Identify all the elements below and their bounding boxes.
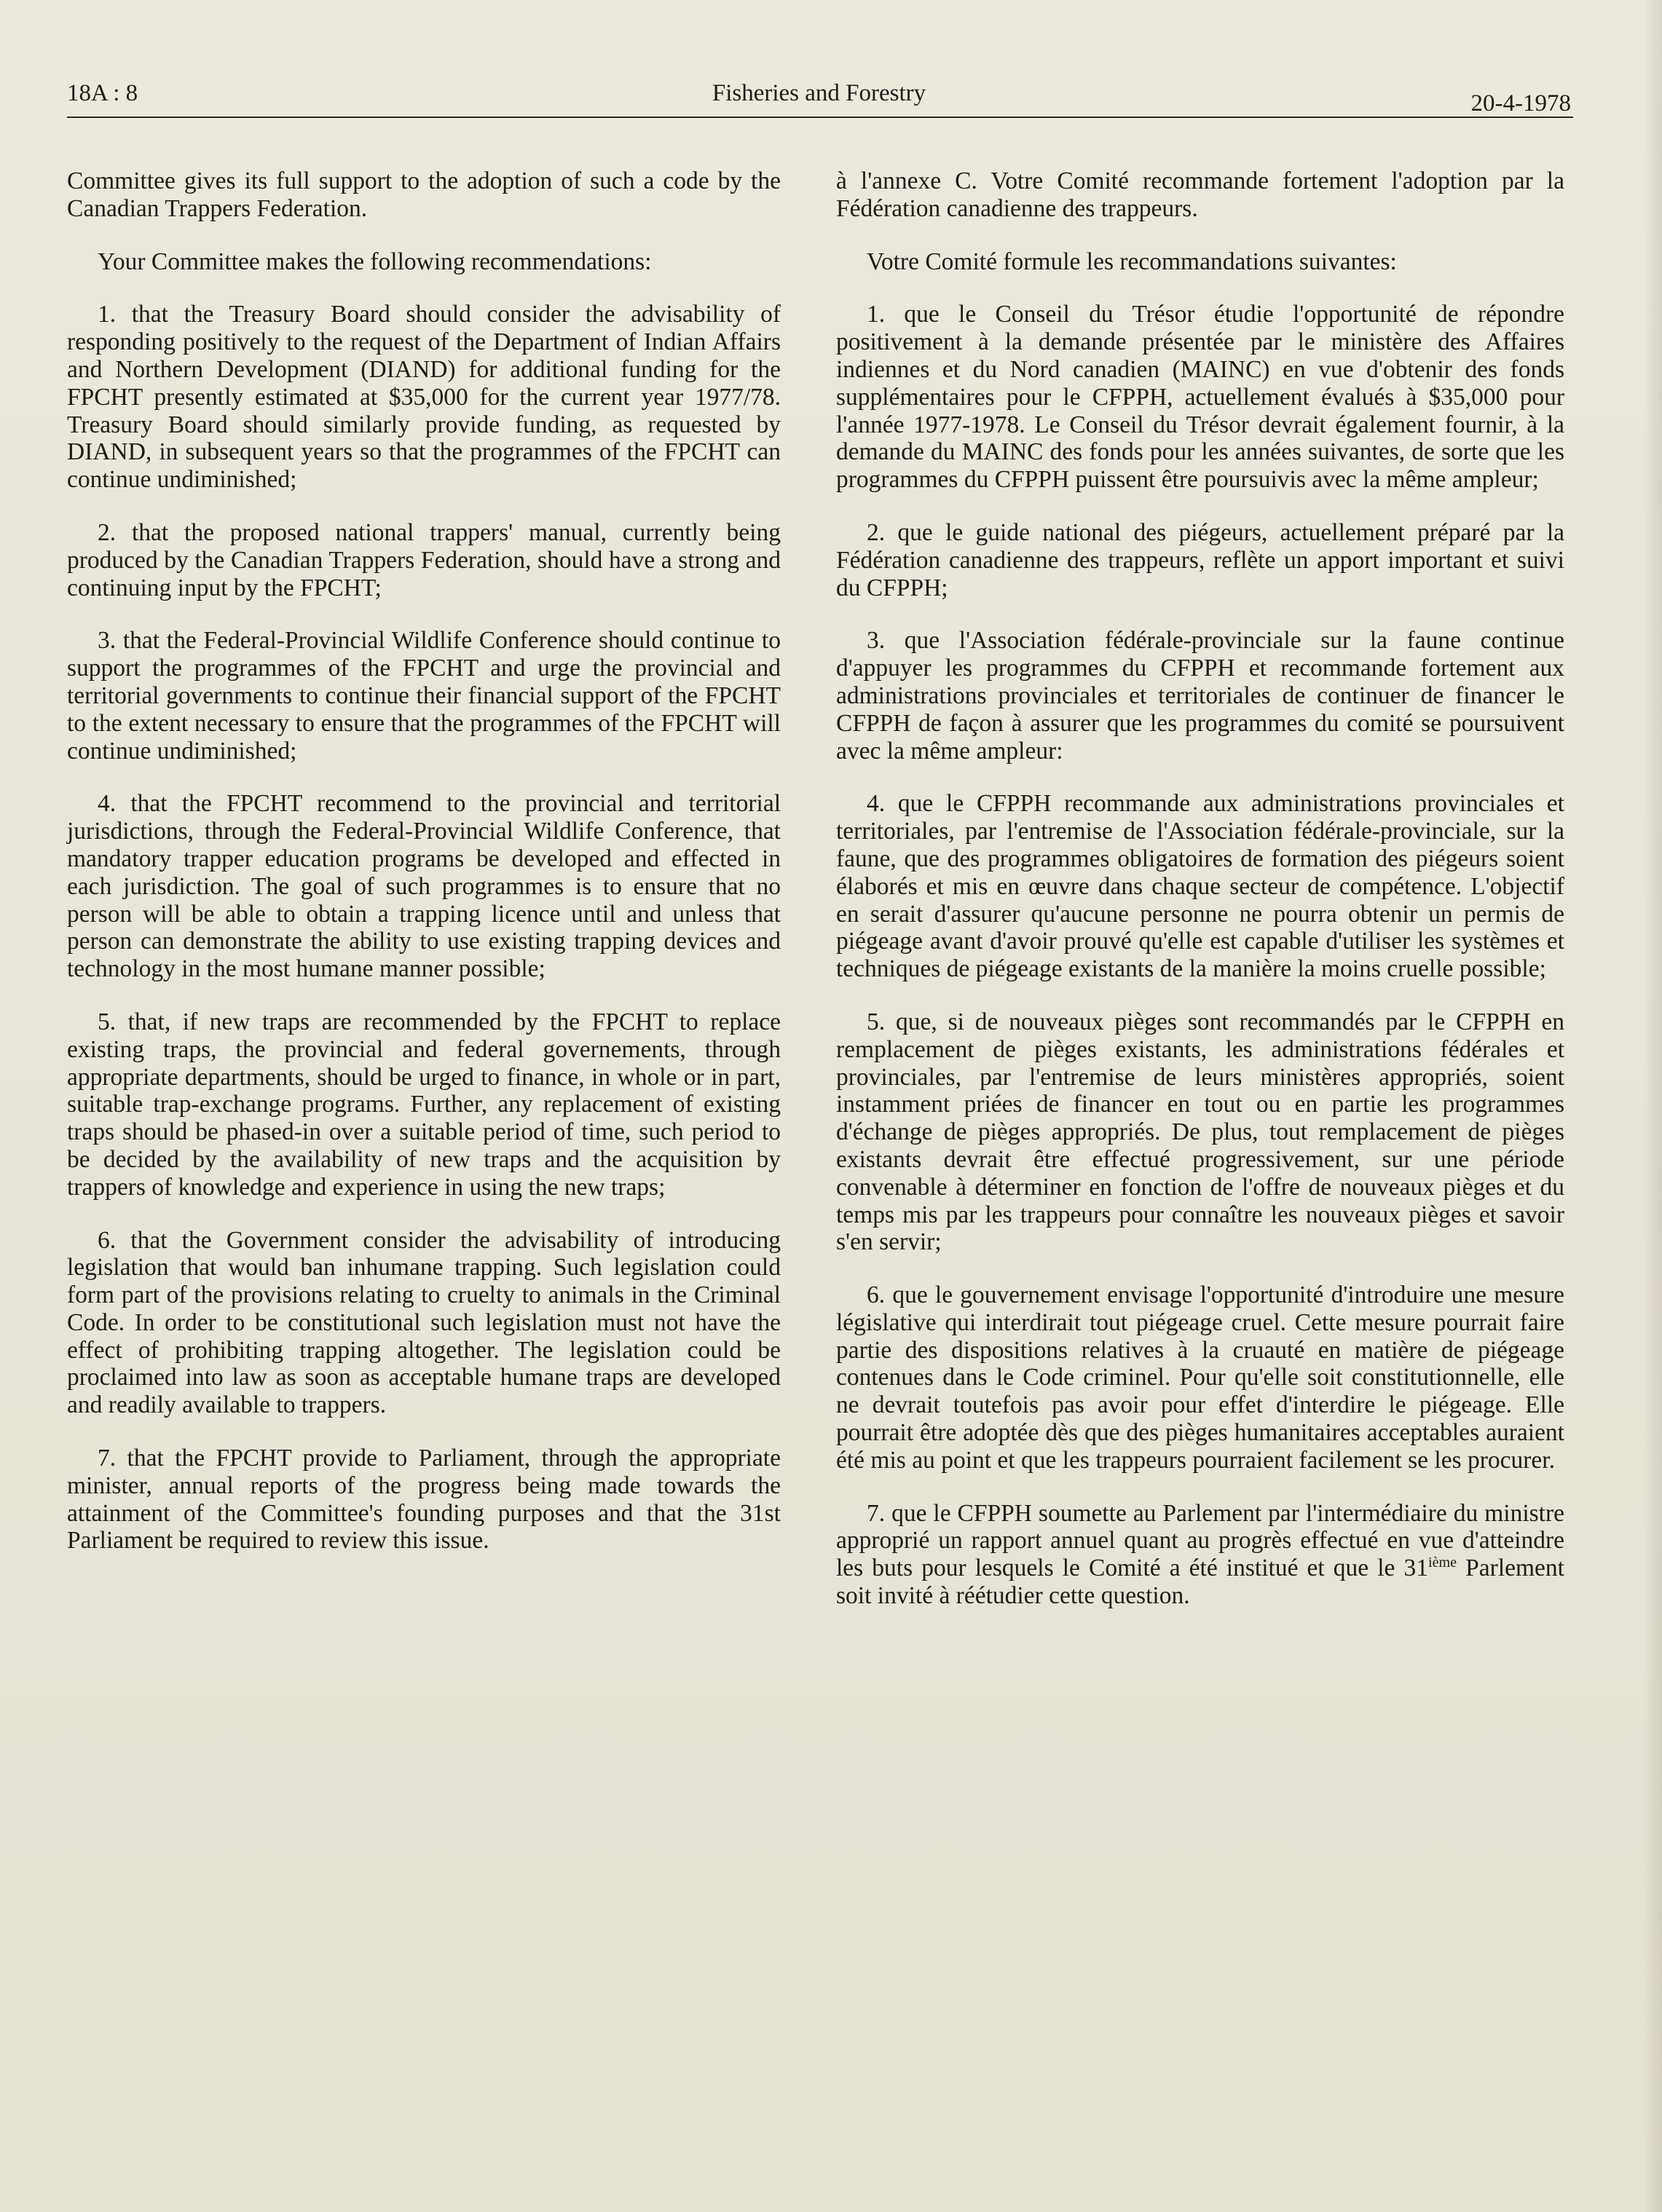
page-id: 18A : 8 — [67, 80, 138, 106]
english-recommendation-1: 1. that the Treasury Board should consider the advisability of responding positively to the request of the Department of Indian Affairs and Northern Development (DIAND) for additional funding for the FPCHT presently estimated at $35,000 for the current year 1977/78. Treasury Board should similarly provide funding, as requested by DIAND, in subsequent years so that the programmes of the FPCHT can continue undiminished; — [67, 301, 781, 494]
french-rec7-end: Parlement soit invité à réétudier cette question. — [836, 1555, 1564, 1610]
running-title: Fisheries and Forestry — [712, 80, 926, 106]
ordinal-superscript: ième — [1428, 1555, 1457, 1571]
french-recommendation-5: 5. que, si de nouveaux pièges sont recommandés par le CFPPH en remplacement de pièges existants, les administrations fédérales et provinciales, par l'entremise de leurs ministères appropriés, soient instamment priées de financer en tout ou en partie les programmes d'échange de pièges appropriés. De plus, tout remplacement de pièges existants devrait être effectué progressivement, sur une période convenable à déterminer en fonction de l'offre de nouveaux pièges et du temps mis par les trappeurs pour connaître les nouveaux pièges et savoir s'en servir; — [836, 1008, 1564, 1256]
english-recommendation-4: 4. that the FPCHT recommend to the provincial and territorial jurisdictions, through the Federal-Provincial Wildlife Conference, that mandatory trapper education programs be developed and effected in each jurisdiction. The goal of such programmes is to ensure that no person will be able to obtain a trapping licence until and unless that person can demonstrate the ability to use existing trapping devices and technology in the most humane manner possible; — [67, 790, 781, 983]
english-recommendation-2: 2. that the proposed national trappers' manual, currently being produced by the Canadian Trappers Federation, should have a strong and continuing input by the FPCHT; — [67, 518, 781, 601]
french-recommendation-4: 4. que le CFPPH recommande aux administrations provinciales et territoriales, par l'entremise de l'Association fédérale-provinciale, sur la faune, que des programmes obligatoires de formation des piégeurs soient élaborés et mis en œuvre dans chaque secteur de compétence. L'objectif en serait d'assurer qu'aucune personne ne pourra obtenir un permis de piégeage avant d'avoir prouvé qu'elle est capable d'utiliser les systèmes et techniques de piégeage existants de la manière la moins cruelle possible; — [836, 790, 1564, 983]
french-recommendation-3: 3. que l'Association fédérale-provinciale sur la faune continue d'appuyer les programmes du CFPPH et recommande fortement aux administrations provinciales et territoriales de continuer de financer le CFPPH de façon à assurer que les programmes du comité se poursuivent avec la même ampleur: — [836, 627, 1564, 765]
french-lead: Votre Comité formule les recommandations suivantes: — [867, 248, 1397, 275]
french-recommendation-2: 2. que le guide national des piégeurs, actuellement préparé par la Fédération canadienne des trappeurs, reflète un apport important et suivi du CFPPH; — [836, 518, 1564, 601]
english-lead: Your Committee makes the following recommendations: — [98, 248, 652, 275]
french-recommendation-6: 6. que le gouvernement envisage l'opportunité d'introduire une mesure législative qui interdirait tout piégeage cruel. Cette mesure pourrait faire partie des dispositions relatives à la cruauté en matière de piégeage contenues dans le Code criminel. Pour qu'elle soit constitutionnelle, elle ne devrait toutefois pas avoir pour effet d'interdire le piégeage. Elle pourrait être adoptée dès que des pièges humanitaires acceptables auraient été mis au point et que les trappeurs pourraient facilement se les procurer. — [836, 1281, 1564, 1474]
english-recommendation-7: 7. that the FPCHT provide to Parliament, through the appropriate minister, annual reports of the progress being made towards the attainment of the Committee's founding purposes and that the 31st Parliament be required to review this issue. — [67, 1445, 781, 1555]
page-edge-shadow — [1643, 0, 1662, 2212]
french-rec7-text: 7. que le CFPPH soumette au Parlement par l'intermédiaire du ministre approprié un rapport annuel quant au progrès effectué en vue d'atteindre les buts pour lesquels le Comité a été institué et que le 31 — [836, 1499, 1564, 1582]
english-recommendation-3: 3. that the Federal-Provincial Wildlife Conference should continue to support the programmes of the FPCHT and urge the provincial and territorial governments to continue their financial support of the FPCHT to the extent necessary to ensure that the programmes of the FPCHT will continue undiminished; — [67, 627, 781, 765]
french-recommendation-7 — [836, 1500, 1564, 1610]
french-intro: à l'annexe C. Votre Comité recommande fortement l'adoption par la Fédération canadienne des trappeurs. — [836, 167, 1564, 222]
english-recommendation-5: 5. that, if new traps are recommended by the FPCHT to replace existing traps, the provincial and federal governements, through appropriate departments, should be urged to finance, in whole or in part, suitable trap-exchange programs. Further, any replacement of existing traps should be phased-in over a suitable period of time, such period to be decided by the availability of new traps and the acquisition by trappers of knowledge and experience in using the new traps; — [67, 1008, 781, 1201]
header-date: 20-4-1978 — [1470, 90, 1571, 116]
french-recommendation-1: 1. que le Conseil du Trésor étudie l'opportunité de répondre positivement à la demande présentée par le ministère des Affaires indiennes et du Nord canadien (MAINC) en vue d'obtenir des fonds supplémentaires pour le CFPPH, actuellement évalués à $35,000 pour l'année 1977-1978. Le Conseil du Trésor devrait également fournir, à la demande du MAINC des fonds pour les années suivantes, de sorte que les programmes du CFPPH puissent être poursuivis avec la même ampleur; — [836, 301, 1564, 494]
english-recommendation-6: 6. that the Government consider the advisability of introducing legislation that would ban inhumane trapping. Such legislation could form part of the provisions relating to cruelty to animals in the Criminal Code. In order to be constitutional such legislation must not have the effect of prohibiting trapping altogether. The legislation could be proclaimed into law as soon as acceptable humane traps are developed and readily available to trappers. — [67, 1226, 781, 1419]
english-column — [67, 167, 781, 1580]
header-rule — [67, 116, 1573, 118]
french-column — [836, 167, 1564, 1635]
english-intro: Committee gives its full support to the adoption of such a code by the Canadian Trappers Federation. — [67, 167, 781, 222]
